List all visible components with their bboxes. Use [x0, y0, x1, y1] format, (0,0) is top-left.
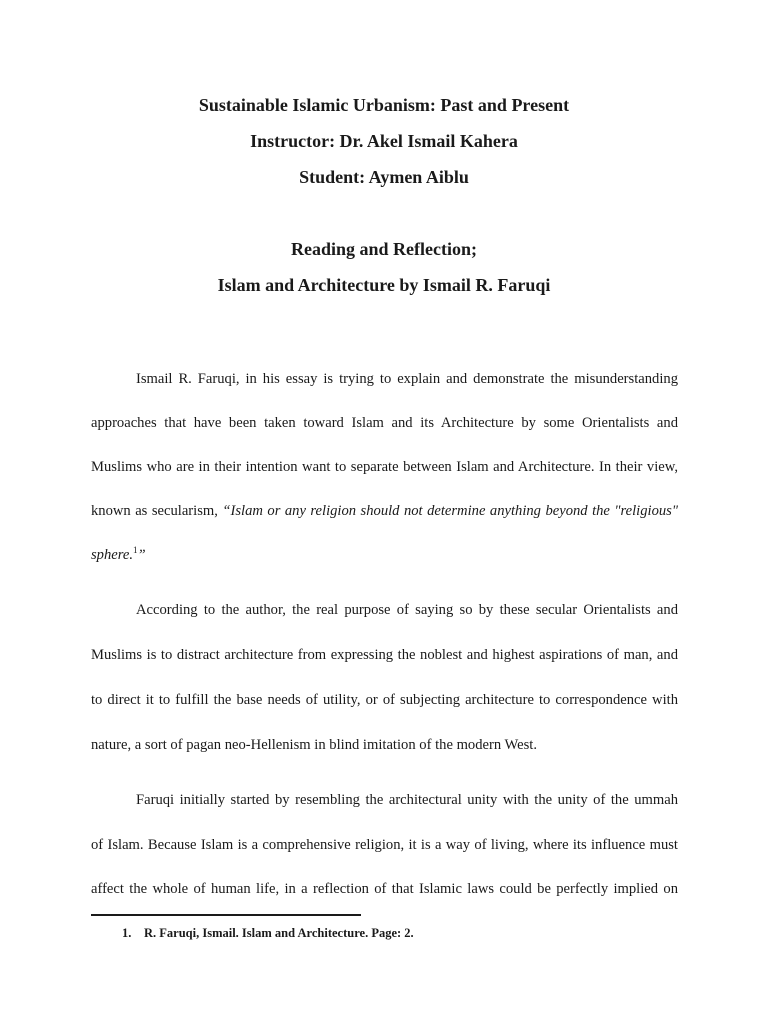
subject-title: Islam and Architecture by Ismail R. Faruqi	[217, 275, 551, 295]
paragraph1-line4	[91, 501, 678, 521]
paragraph1-line5	[91, 545, 678, 565]
paragraph2-line1: According to the author, the real purpose of saying so by these secular Orientalists and	[136, 602, 678, 618]
paragraph2-line2: Muslims is to distract architecture from expressing the noblest and highest aspirations of man, and	[91, 647, 678, 663]
paragraph2-line4: nature, a sort of pagan neo-Hellenism in blind imitation of the modern West.	[91, 737, 537, 753]
paragraph3-line3: affect the whole of human life, in a reflection of that Islamic laws could be perfectly implied on	[91, 881, 678, 897]
footnote-ref[interactable]: 1	[133, 545, 138, 556]
instructor-line: Instructor: Dr. Akel Ismail Kahera	[250, 131, 518, 151]
course-title: Sustainable Islamic Urbanism: Past and Present	[198, 95, 570, 115]
paragraph1-line1: Ismail R. Faruqi, in his essay is trying to explain and demonstrate the misunderstanding	[136, 371, 678, 387]
footnote-divider	[91, 914, 361, 916]
quote-close: ”	[137, 547, 146, 563]
quote-end: sphere.	[91, 547, 134, 563]
footnote-number: 1.	[122, 926, 132, 940]
quote-text: “Islam or any religion should not determine anything beyond the "religious"	[222, 503, 678, 519]
paragraph2-line3: to direct it to fulfill the base needs of utility, or of subjecting architecture to correspondence with	[91, 692, 678, 708]
paragraph1-line3: Muslims who are in their intention want to separate between Islam and Architecture. In their view,	[91, 459, 678, 475]
student-line: Student: Aymen Aiblu	[299, 167, 469, 187]
reading-title: Reading and Reflection;	[291, 239, 477, 259]
paragraph3-line2: of Islam. Because Islam is a comprehensive religion, it is a way of living, where its influence must	[91, 837, 678, 853]
footnote	[122, 925, 414, 941]
paragraph1-line2: approaches that have been taken toward Islam and its Architecture by some Orientalists and	[91, 415, 678, 431]
paragraph1-line4-plain: known as secularism,	[91, 503, 223, 519]
footnote-text: R. Faruqi, Ismail. Islam and Architecture. Page: 2.	[144, 926, 414, 940]
paragraph3-line1: Faruqi initially started by resembling the architectural unity with the unity of the ummah	[136, 792, 678, 808]
